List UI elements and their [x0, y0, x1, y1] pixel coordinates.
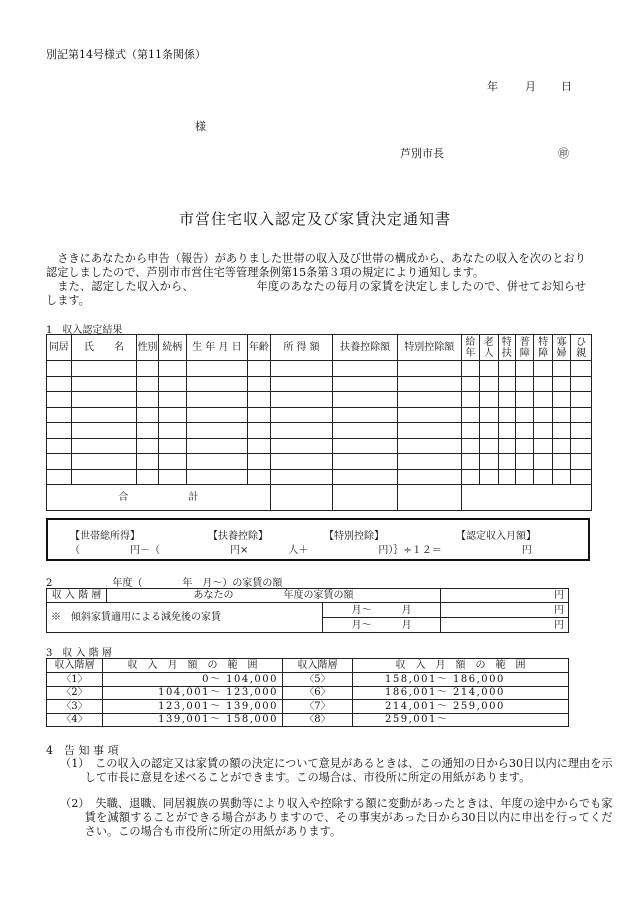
level-left: 〈1〉 [47, 673, 103, 687]
member-cell [333, 469, 398, 485]
member-cell [480, 438, 498, 454]
member-cell [137, 469, 159, 485]
household-member-row [47, 361, 592, 377]
member-cell [270, 407, 333, 423]
member-cell [461, 361, 479, 377]
member-cell [158, 454, 186, 470]
member-cell [71, 423, 137, 439]
member-cell [71, 376, 137, 392]
member-cell [552, 376, 570, 392]
reduced-rent-label: ※ 傾斜家賃適用による減免後の家賃 [47, 603, 323, 633]
level-left: 〈4〉 [47, 713, 103, 727]
header-special-deduction: 特別控除額 [397, 335, 461, 361]
recipient-suffix: 様 [195, 120, 206, 133]
member-cell [397, 423, 461, 439]
member-cell [480, 392, 498, 408]
member-cell [137, 454, 159, 470]
member-cell [333, 392, 398, 408]
member-cell [571, 392, 592, 408]
header-disability: 普障 [515, 335, 533, 361]
member-cell [480, 469, 498, 485]
member-cell [461, 392, 479, 408]
form-label: 別記第14号様式（第11条関係） [46, 48, 206, 61]
level-header-right: 収入階層 [283, 659, 353, 673]
formula-label-monthly-income: 【認定収入月額】 [456, 531, 536, 542]
member-cell [571, 469, 592, 485]
rent-amount-yen: 円 [441, 589, 569, 603]
header-birthdate: 生 年 月 日 [186, 335, 248, 361]
member-cell [397, 469, 461, 485]
income-table-body [47, 361, 592, 485]
member-cell [552, 392, 570, 408]
member-cell [498, 376, 515, 392]
member-cell [158, 469, 186, 485]
header-name: 氏 名 [71, 335, 137, 361]
member-cell [333, 423, 398, 439]
formula-label-total-income: 【世帯総所得】 [70, 531, 140, 542]
member-cell [158, 438, 186, 454]
member-cell [248, 469, 271, 485]
member-cell [158, 392, 186, 408]
member-cell [137, 392, 159, 408]
header-income: 所 得 額 [270, 335, 333, 361]
range-left: 0～ 104,000 [103, 673, 283, 687]
member-cell [47, 469, 72, 485]
member-cell [480, 376, 498, 392]
section-2-heading: 2 年度（ 年 月～）の家賃の額 [46, 578, 283, 589]
header-doukyo: 同居 [47, 335, 72, 361]
seal-mark: ㊞ [558, 147, 569, 160]
member-cell [461, 469, 479, 485]
member-cell [498, 454, 515, 470]
member-cell [333, 376, 398, 392]
member-cell [397, 454, 461, 470]
member-cell [186, 407, 248, 423]
member-cell [47, 454, 72, 470]
member-cell [270, 438, 333, 454]
member-cell [534, 376, 552, 392]
section-3-heading: 3 収 入 階 層 [46, 648, 112, 659]
member-cell [515, 376, 533, 392]
notice-item-2: （2） 失職、退職、同居親族の異動等により収入や控除する額に変動があったときは、年度の途中からでも家賃を減額することができる場合がありますので、その事実があった日から30日以内に申出を行ってください。この場合も市役所に所定の用紙があります。 [60, 797, 613, 838]
member-cell [397, 392, 461, 408]
member-cell [137, 361, 159, 377]
member-cell [571, 407, 592, 423]
member-cell [137, 376, 159, 392]
total-income-cell [270, 485, 333, 511]
range-left: 123,001～ 139,000 [103, 700, 283, 714]
formula-expression: （ 円－（ 円× 人＋ 円）｝÷１２＝ 円 [70, 545, 532, 556]
member-cell [498, 438, 515, 454]
intro-paragraph-1: さきにあなたから申告（報告）がありました世帯の収入及び世帯の構成から、あなたの収入を次のとおり認定しましたので、芦別市市営住宅等管理条例第15条第３項の規定により通知します。 [46, 252, 586, 279]
member-cell [248, 438, 271, 454]
range-header-right: 収 入 月 額 の 範 囲 [353, 659, 569, 673]
member-cell [515, 423, 533, 439]
header-salary-pension: 給年 [461, 335, 479, 361]
member-cell [47, 407, 72, 423]
member-cell [186, 361, 248, 377]
member-cell [498, 469, 515, 485]
member-cell [137, 423, 159, 439]
formula-label-special: 【特別控除】 [324, 531, 384, 542]
member-cell [47, 361, 72, 377]
member-cell [498, 423, 515, 439]
member-cell [534, 469, 552, 485]
member-cell [71, 407, 137, 423]
rent-amount-label: あなたの 年度の家賃の額 [107, 589, 441, 603]
member-cell [248, 423, 271, 439]
income-level-row [47, 713, 569, 727]
level-right: 〈6〉 [283, 686, 353, 700]
household-member-row [47, 376, 592, 392]
member-cell [158, 407, 186, 423]
member-cell [186, 423, 248, 439]
member-cell [270, 376, 333, 392]
range-right: 158,001～ 186,000 [353, 673, 569, 687]
reduced-amount-1-yen: 円 [441, 603, 569, 618]
member-cell [71, 438, 137, 454]
level-header-left: 収入階層 [47, 659, 103, 673]
total-dependent-cell [333, 485, 398, 511]
member-cell [498, 407, 515, 423]
member-cell [47, 423, 72, 439]
member-cell [571, 454, 592, 470]
household-member-row [47, 392, 592, 408]
section-4-heading: 4 告 知 事 項 [46, 744, 119, 757]
range-right: 259,001～ [353, 713, 569, 727]
member-cell [333, 454, 398, 470]
member-cell [461, 423, 479, 439]
member-cell [137, 407, 159, 423]
household-member-row [47, 423, 592, 439]
reduced-period-1: 月～ 月 [323, 603, 441, 618]
member-cell [397, 376, 461, 392]
member-cell [515, 454, 533, 470]
member-cell [186, 376, 248, 392]
member-cell [480, 361, 498, 377]
member-cell [71, 454, 137, 470]
date-day: 日 [561, 80, 572, 93]
member-cell [515, 392, 533, 408]
intro-paragraph-2: また、認定した収入から、 年度のあなたの毎月の家賃を決定しましたので、併せてお知らせします。 [46, 280, 586, 307]
member-cell [186, 438, 248, 454]
member-cell [397, 438, 461, 454]
header-sex: 性別 [137, 335, 159, 361]
member-cell [333, 407, 398, 423]
member-cell [461, 454, 479, 470]
member-cell [248, 454, 271, 470]
date-year: 年 [487, 80, 498, 93]
member-cell [186, 454, 248, 470]
member-cell [137, 438, 159, 454]
header-age: 年齢 [248, 335, 271, 361]
level-right: 〈8〉 [283, 713, 353, 727]
member-cell [333, 361, 398, 377]
member-cell [515, 469, 533, 485]
level-right: 〈7〉 [283, 700, 353, 714]
reduced-amount-2-yen: 円 [441, 618, 569, 633]
member-cell [333, 438, 398, 454]
header-widow: 寡婦 [552, 335, 570, 361]
member-cell [515, 407, 533, 423]
member-cell [71, 361, 137, 377]
member-cell [270, 361, 333, 377]
member-cell [270, 454, 333, 470]
member-cell [571, 423, 592, 439]
member-cell [248, 407, 271, 423]
member-cell [397, 407, 461, 423]
header-relation: 続柄 [158, 335, 186, 361]
member-cell [158, 376, 186, 392]
member-cell [498, 392, 515, 408]
header-special-dependent: 特扶 [498, 335, 515, 361]
member-cell [534, 407, 552, 423]
income-level-row [47, 700, 569, 714]
member-cell [270, 423, 333, 439]
header-dependent-deduction: 扶養控除額 [333, 335, 398, 361]
member-cell [534, 454, 552, 470]
member-cell [498, 361, 515, 377]
member-cell [571, 438, 592, 454]
range-right: 186,001～ 214,000 [353, 686, 569, 700]
header-single-parent: ひ親 [571, 335, 592, 361]
member-cell [534, 438, 552, 454]
income-level-row [47, 686, 569, 700]
member-cell [270, 392, 333, 408]
member-cell [248, 361, 271, 377]
range-left: 104,001～ 123,000 [103, 686, 283, 700]
member-cell [397, 361, 461, 377]
member-cell [186, 392, 248, 408]
member-cell [552, 454, 570, 470]
member-cell [248, 392, 271, 408]
level-right: 〈5〉 [283, 673, 353, 687]
member-cell [158, 423, 186, 439]
member-cell [515, 438, 533, 454]
range-right: 214,001～ 259,000 [353, 700, 569, 714]
member-cell [571, 376, 592, 392]
header-special-disability: 特障 [534, 335, 552, 361]
income-level-rows [47, 673, 569, 727]
member-cell [480, 454, 498, 470]
section-1-heading: 1 収入認定結果 [46, 325, 123, 336]
income-level-row [47, 673, 569, 687]
notice-item-1: （1） この収入の認定又は家賃の額の決定について意見があるときは、この通知の日から30日以内に理由を示して市長に意見を述べることができます。この場合は、市役所に所定の用紙があります。 [60, 757, 613, 784]
member-cell [552, 407, 570, 423]
level-left: 〈2〉 [47, 686, 103, 700]
total-flags-cell [461, 485, 591, 511]
level-left: 〈3〉 [47, 700, 103, 714]
member-cell [552, 361, 570, 377]
member-cell [461, 407, 479, 423]
member-cell [534, 423, 552, 439]
rent-table [46, 588, 569, 633]
member-cell [480, 407, 498, 423]
member-cell [71, 469, 137, 485]
household-member-row [47, 469, 592, 485]
range-left: 139,001～ 158,000 [103, 713, 283, 727]
formula-box [46, 518, 590, 561]
member-cell [571, 361, 592, 377]
member-cell [47, 438, 72, 454]
member-cell [47, 376, 72, 392]
household-member-row [47, 454, 592, 470]
member-cell [534, 392, 552, 408]
reduced-period-2: 月～ 月 [323, 618, 441, 633]
date-month: 月 [525, 80, 536, 93]
document-title: 市営住宅収入認定及び家賃決定通知書 [178, 210, 451, 228]
member-cell [552, 423, 570, 439]
member-cell [480, 423, 498, 439]
household-member-row [47, 438, 592, 454]
member-cell [158, 361, 186, 377]
total-special-cell [397, 485, 461, 511]
income-table [46, 334, 592, 511]
member-cell [248, 376, 271, 392]
member-cell [47, 392, 72, 408]
sender: 芦別市長 [400, 147, 444, 160]
member-cell [515, 361, 533, 377]
range-header-left: 収 入 月 額 の 範 囲 [103, 659, 283, 673]
household-member-row [47, 407, 592, 423]
member-cell [461, 376, 479, 392]
header-elderly: 老人 [480, 335, 498, 361]
formula-label-dependent: 【扶養控除】 [208, 531, 268, 542]
member-cell [186, 469, 248, 485]
total-label: 合 計 [47, 485, 271, 511]
member-cell [534, 361, 552, 377]
member-cell [552, 438, 570, 454]
rent-income-level-label: 収 入 階 層 [47, 589, 107, 603]
income-level-table [46, 658, 569, 727]
member-cell [461, 438, 479, 454]
member-cell [270, 469, 333, 485]
member-cell [552, 469, 570, 485]
member-cell [71, 392, 137, 408]
